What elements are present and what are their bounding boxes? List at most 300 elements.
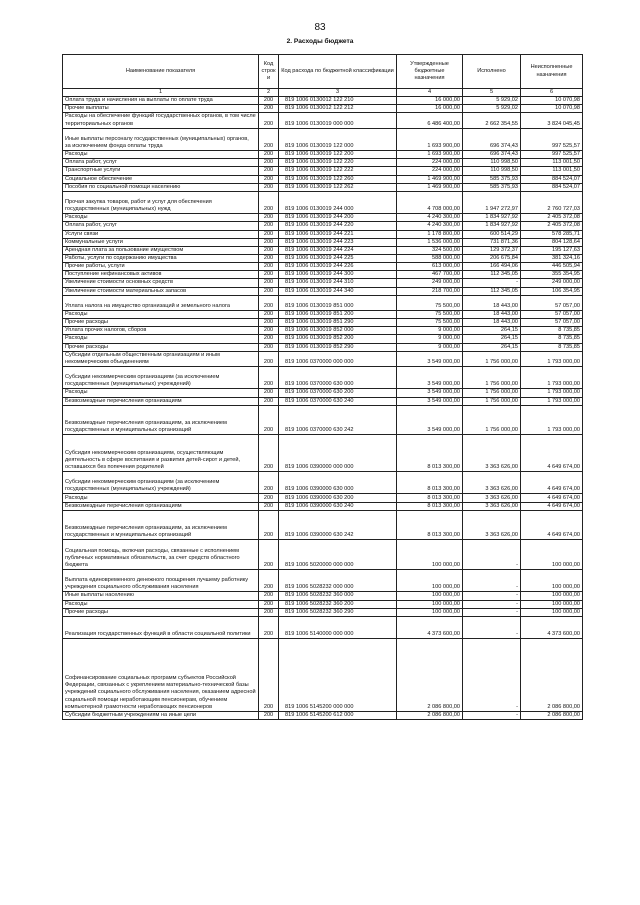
row-executed: 696 374,43 bbox=[463, 151, 521, 159]
row-unexecuted: 381 324,16 bbox=[521, 254, 583, 262]
row-executed: 3 363 626,00 bbox=[463, 502, 521, 510]
row-name: Прочая закупка товаров, работ и услуг для обеспечения государственных (муниципальных) нужд bbox=[63, 191, 259, 213]
row-approved: 8 013 300,00 bbox=[397, 494, 463, 502]
row-name: Пособия по социальной помощи населению bbox=[63, 183, 259, 191]
row-approved: 1 178 800,00 bbox=[397, 230, 463, 238]
row-kbk: 819 1006 0370000 630 240 bbox=[279, 397, 397, 405]
row-kbk: 819 1006 0130019 852 290 bbox=[279, 343, 397, 351]
row-approved: 8 013 300,00 bbox=[397, 502, 463, 510]
row-executed: - bbox=[463, 600, 521, 608]
table-row bbox=[63, 327, 583, 335]
row-name: Социальное обеспечение bbox=[63, 175, 259, 183]
row-name: Выплата единовременного денежного поощрения лучшему работнику учреждения социального обслуживания населения bbox=[63, 569, 259, 591]
row-executed: 110 998,50 bbox=[463, 167, 521, 175]
row-executed: 129 372,37 bbox=[463, 246, 521, 254]
row-unexecuted: 4 649 674,00 bbox=[521, 435, 583, 472]
row-approved: 9 000,00 bbox=[397, 327, 463, 335]
row-approved: 249 000,00 bbox=[397, 279, 463, 287]
row-code: 200 bbox=[259, 435, 279, 472]
row-unexecuted: 1 793 000,00 bbox=[521, 366, 583, 388]
row-unexecuted: 1 793 000,00 bbox=[521, 351, 583, 366]
row-approved: 1 469 900,00 bbox=[397, 175, 463, 183]
header-number: 5 bbox=[463, 89, 521, 97]
row-name: Расходы bbox=[63, 600, 259, 608]
row-kbk: 819 1006 0370000 630 242 bbox=[279, 405, 397, 435]
row-kbk: 819 1006 0370000 630 000 bbox=[279, 366, 397, 388]
header-name: Наименование показателя bbox=[63, 55, 259, 89]
row-kbk: 819 1006 0130019 244 310 bbox=[279, 279, 397, 287]
row-name: Расходы bbox=[63, 335, 259, 343]
row-executed: 5 929,02 bbox=[463, 105, 521, 113]
row-unexecuted: 4 649 674,00 bbox=[521, 472, 583, 494]
row-approved: 100 000,00 bbox=[397, 540, 463, 570]
row-unexecuted: 4 649 674,00 bbox=[521, 494, 583, 502]
row-unexecuted: 2 760 727,03 bbox=[521, 191, 583, 213]
row-kbk: 819 1006 0130019 244 221 bbox=[279, 230, 397, 238]
row-kbk: 819 1006 0130019 122 000 bbox=[279, 128, 397, 150]
row-unexecuted: 1 793 000,00 bbox=[521, 405, 583, 435]
row-kbk: 819 1006 5028232 360 290 bbox=[279, 608, 397, 616]
table-row bbox=[63, 214, 583, 222]
row-kbk: 819 1006 0130019 122 262 bbox=[279, 183, 397, 191]
row-approved: 224 000,00 bbox=[397, 167, 463, 175]
row-code: 200 bbox=[259, 711, 279, 719]
row-code: 200 bbox=[259, 175, 279, 183]
table-row bbox=[63, 222, 583, 230]
row-code: 200 bbox=[259, 502, 279, 510]
row-executed: 1 756 000,00 bbox=[463, 389, 521, 397]
row-executed: 206 675,84 bbox=[463, 254, 521, 262]
row-unexecuted: 57 057,00 bbox=[521, 319, 583, 327]
row-unexecuted: 355 354,95 bbox=[521, 271, 583, 279]
table-row bbox=[63, 159, 583, 167]
row-executed: 696 374,43 bbox=[463, 128, 521, 150]
row-kbk: 819 1006 0130019 244 225 bbox=[279, 254, 397, 262]
row-approved: 3 549 000,00 bbox=[397, 397, 463, 405]
table-row bbox=[63, 540, 583, 570]
row-kbk: 819 1006 0390000 000 000 bbox=[279, 435, 397, 472]
row-executed: - bbox=[463, 592, 521, 600]
row-name: Субсидии бюджетным учреждениям на иные цели bbox=[63, 711, 259, 719]
row-approved: 3 549 000,00 bbox=[397, 366, 463, 388]
header-number-row bbox=[63, 89, 583, 97]
table-row bbox=[63, 191, 583, 213]
row-code: 200 bbox=[259, 238, 279, 246]
table-row bbox=[63, 97, 583, 105]
row-kbk: 819 1006 0390000 630 242 bbox=[279, 510, 397, 540]
table-row bbox=[63, 279, 583, 287]
table-row bbox=[63, 711, 583, 719]
row-unexecuted: 100 000,00 bbox=[521, 608, 583, 616]
row-name: Безвозмездные перечисления организациям, за исключением государственных и муниципальных организаций bbox=[63, 510, 259, 540]
row-unexecuted: 195 127,63 bbox=[521, 246, 583, 254]
row-kbk: 819 1006 0130012 122 212 bbox=[279, 105, 397, 113]
row-name: Расходы bbox=[63, 389, 259, 397]
row-name: Расходы на обеспечение функций государственных органов, в том числе территориальных органов bbox=[63, 113, 259, 128]
row-name: Софинансирование социальных программ субъектов Российской Федерации, связанных с укреплением материально-технической базы учреждений социального обслуживания населения, оказанием адресной социальной помощи неработающим пенсионерам, обучением компьютерной грамотности неработающих пенсионеров bbox=[63, 639, 259, 712]
table-row bbox=[63, 287, 583, 295]
table-row bbox=[63, 310, 583, 318]
row-name: Оплата труда и начисления на выплаты по оплате труда bbox=[63, 97, 259, 105]
row-name: Прочие выплаты bbox=[63, 105, 259, 113]
row-unexecuted: 578 285,71 bbox=[521, 230, 583, 238]
row-executed: 3 363 626,00 bbox=[463, 435, 521, 472]
row-name: Увеличение стоимости материальных запасов bbox=[63, 287, 259, 295]
row-kbk: 819 1006 0390000 630 200 bbox=[279, 494, 397, 502]
row-name: Поступление нефинансовых активов bbox=[63, 271, 259, 279]
row-approved: 3 549 000,00 bbox=[397, 351, 463, 366]
row-name: Реализация государственных функций в области социальной политики bbox=[63, 616, 259, 638]
row-code: 200 bbox=[259, 254, 279, 262]
row-name: Уплата прочих налогов, сборов bbox=[63, 327, 259, 335]
row-unexecuted: 100 000,00 bbox=[521, 592, 583, 600]
row-kbk: 819 1006 5028232 000 000 bbox=[279, 569, 397, 591]
row-unexecuted: 3 824 045,45 bbox=[521, 113, 583, 128]
row-executed: - bbox=[463, 608, 521, 616]
row-code: 200 bbox=[259, 540, 279, 570]
table-row bbox=[63, 366, 583, 388]
table-row bbox=[63, 351, 583, 366]
row-kbk: 819 1006 0130019 244 226 bbox=[279, 263, 397, 271]
row-executed: 1 756 000,00 bbox=[463, 351, 521, 366]
table-row bbox=[63, 608, 583, 616]
row-approved: 100 000,00 bbox=[397, 608, 463, 616]
table-row bbox=[63, 616, 583, 638]
table-row bbox=[63, 246, 583, 254]
row-approved: 9 000,00 bbox=[397, 343, 463, 351]
row-code: 200 bbox=[259, 494, 279, 502]
row-executed: 264,15 bbox=[463, 327, 521, 335]
row-name: Безвозмездные перечисления организациям bbox=[63, 502, 259, 510]
row-executed: - bbox=[463, 569, 521, 591]
row-approved: 1 693 900,00 bbox=[397, 128, 463, 150]
row-executed: 1 834 927,92 bbox=[463, 214, 521, 222]
row-kbk: 819 1006 0370000 000 000 bbox=[279, 351, 397, 366]
row-name: Безвозмездные перечисления организациям, за исключением государственных и муниципальных организаций bbox=[63, 405, 259, 435]
row-approved: 16 000,00 bbox=[397, 97, 463, 105]
header-approved: Утвержденные бюджетные назначения bbox=[397, 55, 463, 89]
row-code: 200 bbox=[259, 230, 279, 238]
row-name: Работы, услуги по содержанию имущества bbox=[63, 254, 259, 262]
row-approved: 4 708 000,00 bbox=[397, 191, 463, 213]
row-approved: 1 536 000,00 bbox=[397, 238, 463, 246]
row-name: Расходы bbox=[63, 494, 259, 502]
row-approved: 75 500,00 bbox=[397, 310, 463, 318]
row-unexecuted: 2 405 372,08 bbox=[521, 214, 583, 222]
row-approved: 9 000,00 bbox=[397, 335, 463, 343]
row-kbk: 819 1006 0130019 852 200 bbox=[279, 335, 397, 343]
table-row bbox=[63, 502, 583, 510]
row-executed: 166 494,06 bbox=[463, 263, 521, 271]
header-number: 2 bbox=[259, 89, 279, 97]
row-executed: - bbox=[463, 279, 521, 287]
row-kbk: 819 1006 0130019 244 224 bbox=[279, 246, 397, 254]
row-executed: 264,15 bbox=[463, 335, 521, 343]
row-unexecuted: 113 001,50 bbox=[521, 167, 583, 175]
header-unexecuted: Неисполненные назначения bbox=[521, 55, 583, 89]
row-code: 200 bbox=[259, 287, 279, 295]
table-row bbox=[63, 167, 583, 175]
row-code: 200 bbox=[259, 310, 279, 318]
section-title: 2. Расходы бюджета bbox=[286, 38, 354, 45]
row-executed: 18 443,00 bbox=[463, 310, 521, 318]
table-row bbox=[63, 389, 583, 397]
row-code: 200 bbox=[259, 167, 279, 175]
row-approved: 100 000,00 bbox=[397, 569, 463, 591]
row-name: Оплата работ, услуг bbox=[63, 159, 259, 167]
row-executed: 2 662 354,55 bbox=[463, 113, 521, 128]
table-row bbox=[63, 271, 583, 279]
row-executed: 731 871,36 bbox=[463, 238, 521, 246]
row-kbk: 819 1006 0130019 851 290 bbox=[279, 319, 397, 327]
table-row bbox=[63, 494, 583, 502]
row-name: Иные выплаты персоналу государственных (муниципальных) органов, за исключением фонда оплаты труда bbox=[63, 128, 259, 150]
row-approved: 6 486 400,00 bbox=[397, 113, 463, 128]
header-code: Код строк и bbox=[259, 55, 279, 89]
row-unexecuted: 884 524,07 bbox=[521, 175, 583, 183]
row-approved: 8 013 300,00 bbox=[397, 510, 463, 540]
row-code: 200 bbox=[259, 405, 279, 435]
table-row bbox=[63, 183, 583, 191]
row-code: 200 bbox=[259, 608, 279, 616]
row-kbk: 819 1006 0130019 851 000 bbox=[279, 295, 397, 310]
row-unexecuted: 804 128,64 bbox=[521, 238, 583, 246]
row-approved: 218 700,00 bbox=[397, 287, 463, 295]
row-name: Иные выплаты населению bbox=[63, 592, 259, 600]
row-name: Прочие расходы bbox=[63, 319, 259, 327]
row-approved: 1 469 900,00 bbox=[397, 183, 463, 191]
header-row bbox=[63, 55, 583, 89]
row-kbk: 819 1006 0130019 244 000 bbox=[279, 191, 397, 213]
row-unexecuted: 249 000,00 bbox=[521, 279, 583, 287]
row-approved: 613 000,00 bbox=[397, 263, 463, 271]
row-approved: 1 693 900,00 bbox=[397, 151, 463, 159]
row-executed: - bbox=[463, 540, 521, 570]
row-code: 200 bbox=[259, 366, 279, 388]
row-kbk: 819 1006 0370000 630 200 bbox=[279, 389, 397, 397]
row-kbk: 819 1006 5020000 000 000 bbox=[279, 540, 397, 570]
row-unexecuted: 100 000,00 bbox=[521, 569, 583, 591]
row-unexecuted: 2 086 800,00 bbox=[521, 639, 583, 712]
row-unexecuted: 2 405 372,08 bbox=[521, 222, 583, 230]
row-code: 200 bbox=[259, 351, 279, 366]
row-code: 200 bbox=[259, 113, 279, 128]
expenses-table bbox=[62, 54, 583, 720]
row-code: 200 bbox=[259, 271, 279, 279]
row-approved: 75 500,00 bbox=[397, 319, 463, 327]
row-code: 200 bbox=[259, 327, 279, 335]
row-code: 200 bbox=[259, 569, 279, 591]
row-code: 200 bbox=[259, 97, 279, 105]
row-code: 200 bbox=[259, 183, 279, 191]
row-unexecuted: 997 525,57 bbox=[521, 151, 583, 159]
row-executed: 1 947 272,97 bbox=[463, 191, 521, 213]
row-code: 200 bbox=[259, 397, 279, 405]
row-kbk: 819 1006 0130019 244 200 bbox=[279, 214, 397, 222]
row-unexecuted: 8 735,85 bbox=[521, 343, 583, 351]
row-name: Расходы bbox=[63, 214, 259, 222]
table-row bbox=[63, 230, 583, 238]
table-row bbox=[63, 435, 583, 472]
row-code: 200 bbox=[259, 263, 279, 271]
row-approved: 3 549 000,00 bbox=[397, 389, 463, 397]
row-unexecuted: 4 649 674,00 bbox=[521, 510, 583, 540]
row-unexecuted: 1 793 000,00 bbox=[521, 397, 583, 405]
row-approved: 467 700,00 bbox=[397, 271, 463, 279]
table-row bbox=[63, 263, 583, 271]
row-code: 200 bbox=[259, 616, 279, 638]
row-name: Расходы bbox=[63, 310, 259, 318]
row-code: 200 bbox=[259, 319, 279, 327]
table-row bbox=[63, 105, 583, 113]
row-approved: 4 373 600,00 bbox=[397, 616, 463, 638]
header-number: 4 bbox=[397, 89, 463, 97]
row-kbk: 819 1006 0130019 122 200 bbox=[279, 151, 397, 159]
row-code: 200 bbox=[259, 592, 279, 600]
row-name: Субсидия некоммерческим организациям, осуществляющим деятельность в сфере воспитания и развития детей-сирот и детей, оставшихся без попечения родителей bbox=[63, 435, 259, 472]
header-kbk: Код расхода по бюджетной классификации bbox=[279, 55, 397, 89]
row-unexecuted: 1 793 000,00 bbox=[521, 389, 583, 397]
row-executed: 18 443,00 bbox=[463, 319, 521, 327]
page-number: 83 bbox=[314, 22, 326, 33]
row-code: 200 bbox=[259, 600, 279, 608]
row-name: Субсидии некоммерческим организациям (за исключением государственных (муниципальных) учреждений) bbox=[63, 366, 259, 388]
row-code: 200 bbox=[259, 472, 279, 494]
row-executed: 1 756 000,00 bbox=[463, 405, 521, 435]
row-code: 200 bbox=[259, 222, 279, 230]
row-unexecuted: 997 525,57 bbox=[521, 128, 583, 150]
row-executed: 3 363 626,00 bbox=[463, 510, 521, 540]
row-unexecuted: 10 070,98 bbox=[521, 97, 583, 105]
row-executed: - bbox=[463, 616, 521, 638]
row-kbk: 819 1006 0130019 244 340 bbox=[279, 287, 397, 295]
row-kbk: 819 1006 0130019 244 300 bbox=[279, 271, 397, 279]
table-row bbox=[63, 472, 583, 494]
row-unexecuted: 8 735,85 bbox=[521, 327, 583, 335]
row-unexecuted: 100 000,00 bbox=[521, 600, 583, 608]
row-unexecuted: 4 373 600,00 bbox=[521, 616, 583, 638]
row-kbk: 819 1006 5145200 000 000 bbox=[279, 639, 397, 712]
table-row bbox=[63, 510, 583, 540]
row-code: 200 bbox=[259, 128, 279, 150]
row-name: Прочие расходы bbox=[63, 343, 259, 351]
row-kbk: 819 1006 0130019 000 000 bbox=[279, 113, 397, 128]
row-name: Субсидии отдельным общественным организациям и иным некоммерческим объединениям bbox=[63, 351, 259, 366]
row-executed: 3 363 626,00 bbox=[463, 494, 521, 502]
row-name: Услуги связи bbox=[63, 230, 259, 238]
row-unexecuted: 4 649 674,00 bbox=[521, 502, 583, 510]
row-executed: 112 345,05 bbox=[463, 287, 521, 295]
row-executed: 3 363 626,00 bbox=[463, 472, 521, 494]
row-executed: 585 375,93 bbox=[463, 183, 521, 191]
row-name: Социальная помощь, включая расходы, связанные с исполнением публичных нормативных обязательств, за счет средств областного бюджета bbox=[63, 540, 259, 570]
row-name: Увеличение стоимости основных средств bbox=[63, 279, 259, 287]
table-row bbox=[63, 175, 583, 183]
row-executed: 264,15 bbox=[463, 343, 521, 351]
row-code: 200 bbox=[259, 151, 279, 159]
row-approved: 4 240 300,00 bbox=[397, 214, 463, 222]
table-row bbox=[63, 254, 583, 262]
table-row bbox=[63, 343, 583, 351]
row-code: 200 bbox=[259, 510, 279, 540]
table-row bbox=[63, 128, 583, 150]
row-executed: 1 756 000,00 bbox=[463, 397, 521, 405]
table-row bbox=[63, 569, 583, 591]
row-name: Уплата налога на имущество организаций и земельного налога bbox=[63, 295, 259, 310]
row-name: Безвозмездные перечисления организациям bbox=[63, 397, 259, 405]
row-executed: 585 375,93 bbox=[463, 175, 521, 183]
row-approved: 2 086 800,00 bbox=[397, 639, 463, 712]
row-executed: 112 345,05 bbox=[463, 271, 521, 279]
row-kbk: 819 1006 0130019 851 200 bbox=[279, 310, 397, 318]
row-executed: 5 929,02 bbox=[463, 97, 521, 105]
row-unexecuted: 884 524,07 bbox=[521, 183, 583, 191]
table-row bbox=[63, 639, 583, 712]
row-executed: - bbox=[463, 711, 521, 719]
row-kbk: 819 1006 0130019 122 222 bbox=[279, 167, 397, 175]
table-row bbox=[63, 600, 583, 608]
row-kbk: 819 1006 0390000 630 240 bbox=[279, 502, 397, 510]
row-executed: - bbox=[463, 639, 521, 712]
row-executed: 110 998,50 bbox=[463, 159, 521, 167]
row-approved: 100 000,00 bbox=[397, 592, 463, 600]
row-approved: 3 549 000,00 bbox=[397, 405, 463, 435]
row-unexecuted: 8 735,85 bbox=[521, 335, 583, 343]
row-name: Коммунальные услуги bbox=[63, 238, 259, 246]
row-approved: 588 000,00 bbox=[397, 254, 463, 262]
row-unexecuted: 446 505,94 bbox=[521, 263, 583, 271]
row-kbk: 819 1006 5028232 360 200 bbox=[279, 600, 397, 608]
row-code: 200 bbox=[259, 246, 279, 254]
table-row bbox=[63, 405, 583, 435]
header-executed: Исполнено bbox=[463, 55, 521, 89]
row-unexecuted: 106 354,95 bbox=[521, 287, 583, 295]
row-code: 200 bbox=[259, 343, 279, 351]
row-name: Оплата работ, услуг bbox=[63, 222, 259, 230]
row-kbk: 819 1006 5140000 000 000 bbox=[279, 616, 397, 638]
header-number: 1 bbox=[63, 89, 259, 97]
table-row bbox=[63, 335, 583, 343]
table-row bbox=[63, 397, 583, 405]
row-approved: 16 000,00 bbox=[397, 105, 463, 113]
row-unexecuted: 100 000,00 bbox=[521, 540, 583, 570]
row-executed: 600 514,29 bbox=[463, 230, 521, 238]
table-row bbox=[63, 319, 583, 327]
header-number: 6 bbox=[521, 89, 583, 97]
row-executed: 1 756 000,00 bbox=[463, 366, 521, 388]
row-kbk: 819 1006 0390000 630 000 bbox=[279, 472, 397, 494]
table-row bbox=[63, 113, 583, 128]
row-kbk: 819 1006 0130012 122 210 bbox=[279, 97, 397, 105]
row-kbk: 819 1006 5145200 612 000 bbox=[279, 711, 397, 719]
row-code: 200 bbox=[259, 389, 279, 397]
row-approved: 324 500,00 bbox=[397, 246, 463, 254]
row-unexecuted: 57 057,00 bbox=[521, 295, 583, 310]
row-kbk: 819 1006 0130019 244 220 bbox=[279, 222, 397, 230]
row-executed: 18 443,00 bbox=[463, 295, 521, 310]
row-name: Прочие расходы bbox=[63, 608, 259, 616]
row-approved: 4 240 300,00 bbox=[397, 222, 463, 230]
row-unexecuted: 113 001,50 bbox=[521, 159, 583, 167]
row-executed: 1 834 927,92 bbox=[463, 222, 521, 230]
row-kbk: 819 1006 0130019 122 260 bbox=[279, 175, 397, 183]
row-unexecuted: 57 057,00 bbox=[521, 310, 583, 318]
row-kbk: 819 1006 0130019 852 000 bbox=[279, 327, 397, 335]
row-kbk: 819 1006 5028232 360 000 bbox=[279, 592, 397, 600]
row-approved: 224 000,00 bbox=[397, 159, 463, 167]
row-kbk: 819 1006 0130019 244 223 bbox=[279, 238, 397, 246]
header-number: 3 bbox=[279, 89, 397, 97]
